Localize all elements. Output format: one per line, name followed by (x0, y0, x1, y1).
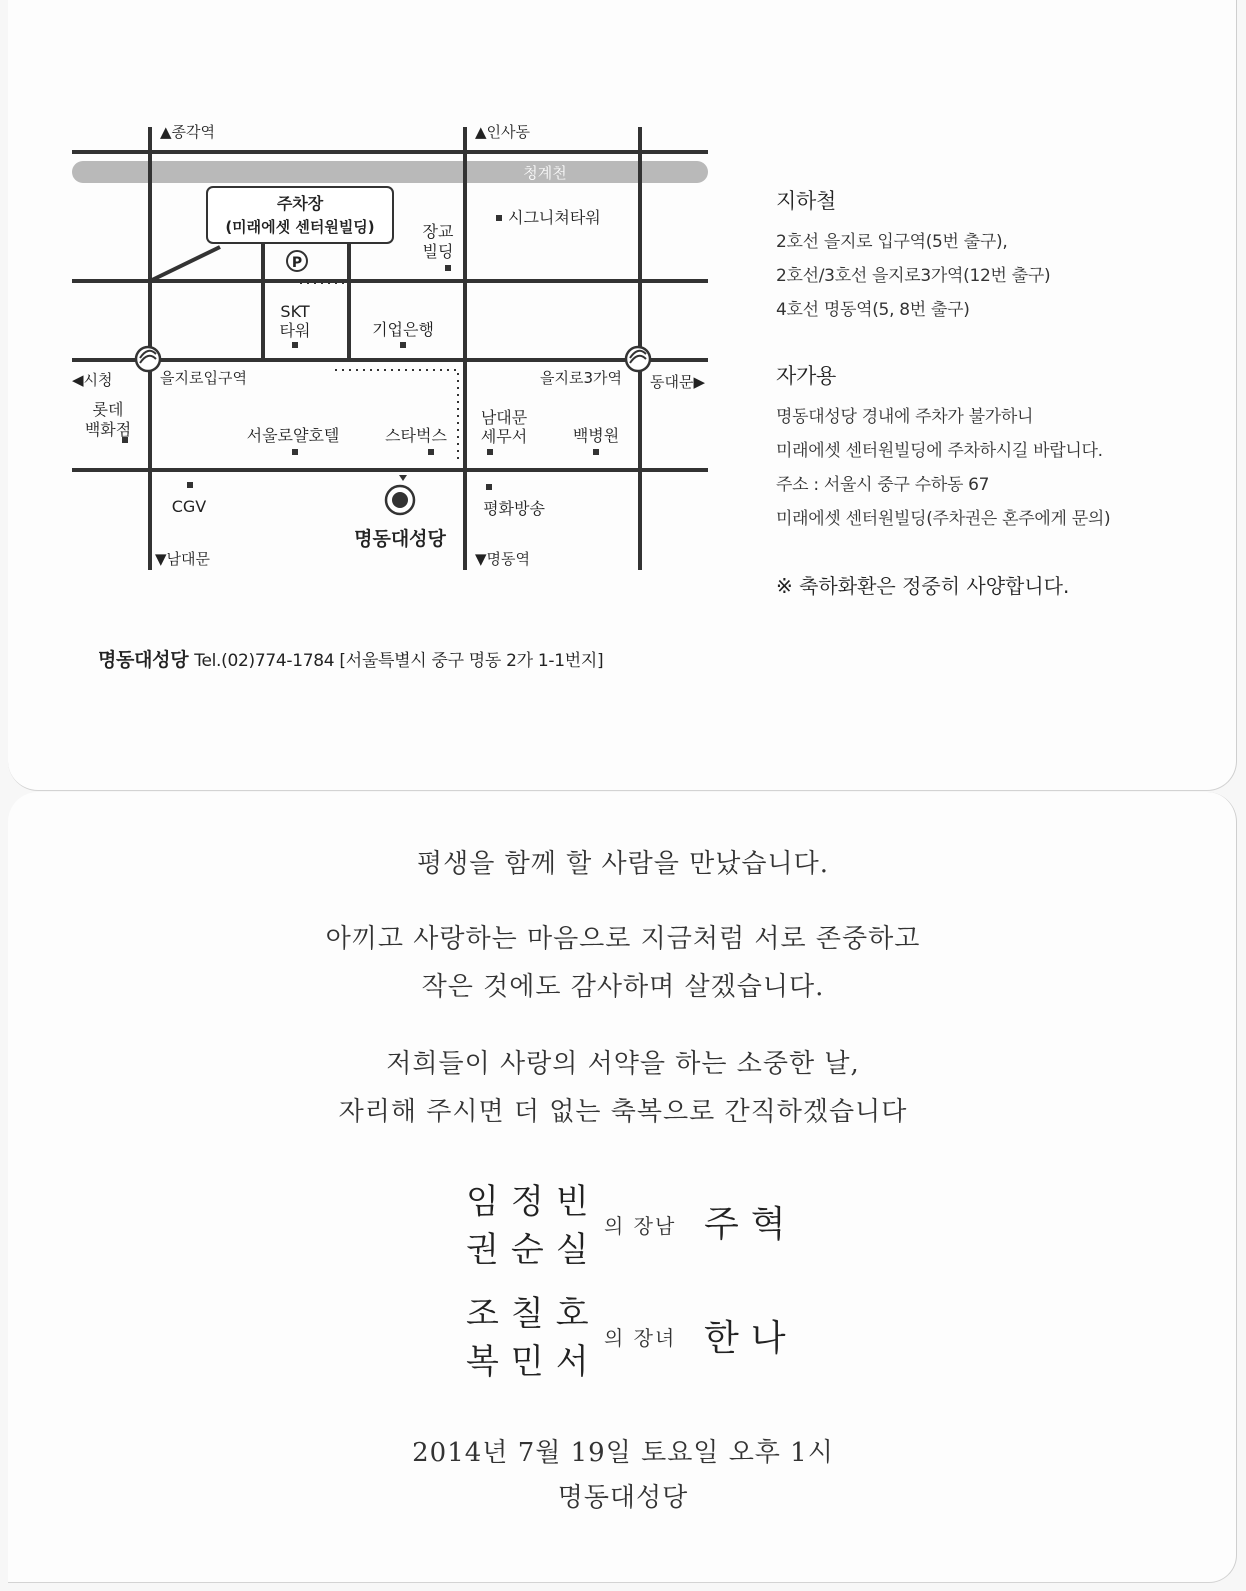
bride-father: 조칠호 (466, 1294, 601, 1334)
subway-line-3: 4호선 명동역(5, 8번 출구) (776, 300, 970, 320)
bride-mother: 복민서 (466, 1342, 601, 1382)
bride-relation: 의 장녀 (604, 1326, 677, 1350)
flower-note: ※ 축하화환은 정중히 사양합니다. (776, 574, 1070, 598)
subway-euljiro3-icon (626, 347, 650, 371)
label-skt-2: 타워 (279, 321, 311, 340)
contact-name: 명동대성당 (98, 649, 189, 671)
label-cgv: CGV (171, 497, 207, 516)
cathedral-contact (98, 645, 603, 672)
groom-mother: 권순실 (466, 1230, 601, 1270)
car-line-3: 주소 : 서울시 중구 수하동 67 (776, 475, 990, 495)
label-cityhall: ◀시청 (72, 371, 113, 389)
car-directions (776, 360, 1110, 536)
label-royal: 서울로얄호텔 (246, 426, 340, 445)
subway-euljiro1-icon (136, 347, 160, 371)
bride-parents (466, 1290, 601, 1386)
invitation-line-1: 평생을 함께 할 사람을 만났습니다. (417, 849, 829, 879)
subway-line-2: 2호선/3호선 을지로3가역(12번 출구) (776, 266, 1051, 286)
label-ibk: 기업은행 (372, 320, 434, 339)
label-paik: 백병원 (572, 426, 620, 445)
groom-father: 임정빈 (466, 1182, 601, 1222)
label-pbc: 평화방송 (483, 499, 545, 518)
event-datetime: 2014년 7월 19일 토요일 오후 1시 (412, 1438, 834, 1468)
car-title: 자가용 (776, 364, 836, 388)
location-map (60, 115, 740, 585)
svg-text:P: P (291, 255, 303, 271)
subway-line-1: 2호선 을지로 입구역(5번 출구), (776, 232, 1008, 252)
label-janggyo-2: 빌딩 (422, 242, 454, 261)
stream-band (72, 161, 708, 183)
label-euljiro1: 을지로입구역 (160, 369, 247, 387)
stream-label: 청계천 (523, 164, 567, 182)
label-euljiro3: 을지로3가역 (540, 369, 622, 387)
groom-parents (466, 1178, 601, 1274)
label-lotte-1: 롯데 (92, 400, 124, 419)
car-line-4: 미래에셋 센터원빌딩(주차권은 혼주에게 문의) (776, 509, 1111, 529)
bride-name: 한나 (704, 1318, 798, 1359)
label-signature: 시그니쳐타워 (508, 208, 601, 227)
invitation-line-5: 자리해 주시면 더 없는 축복으로 간직하겠습니다 (338, 1097, 908, 1127)
label-cathedral: 명동대성당 (354, 528, 446, 550)
subway-directions (776, 185, 1050, 327)
parking-title: 주차장 (276, 194, 324, 213)
groom-relation: 의 장남 (604, 1214, 677, 1238)
label-dongdaemun: 동대문▶ (650, 373, 706, 391)
label-starbucks: 스타벅스 (385, 426, 447, 445)
car-line-2: 미래에셋 센터원빌딩에 주차하시길 바랍니다. (776, 441, 1103, 461)
invitation-line-4: 저희들이 사랑의 서약을 하는 소중한 날, (386, 1049, 860, 1079)
label-janggyo-1: 장교 (422, 222, 454, 241)
parking-subtitle: (미래에셋 센터원빌딩) (225, 218, 375, 236)
invitation-line-3: 작은 것에도 감사하며 살겠습니다. (421, 972, 825, 1002)
groom-name: 주혁 (704, 1204, 798, 1245)
label-taxoffice-1: 남대문 (480, 408, 528, 427)
event-venue: 명동대성당 (557, 1483, 689, 1513)
invitation-line-2: 아끼고 사랑하는 마음으로 지금처럼 서로 존중하고 (325, 924, 921, 954)
label-taxoffice-2: 세무서 (480, 427, 528, 446)
contact-detail: Tel.(02)774-1784 [서울특별시 중구 명동 2가 1-1번지] (194, 651, 604, 671)
label-skt-1: SKT (280, 302, 310, 321)
label-namdaemun: ▼남대문 (155, 550, 211, 568)
label-jonggak: ▲종각역 (160, 123, 216, 141)
cathedral-marker-icon (386, 475, 414, 514)
subway-title: 지하철 (776, 189, 836, 213)
label-myeongdong: ▼명동역 (475, 550, 531, 568)
label-lotte-2: 백화점 (84, 420, 132, 439)
car-line-1: 명동대성당 경내에 주차가 불가하니 (776, 407, 1034, 427)
label-insadong: ▲인사동 (475, 123, 531, 141)
